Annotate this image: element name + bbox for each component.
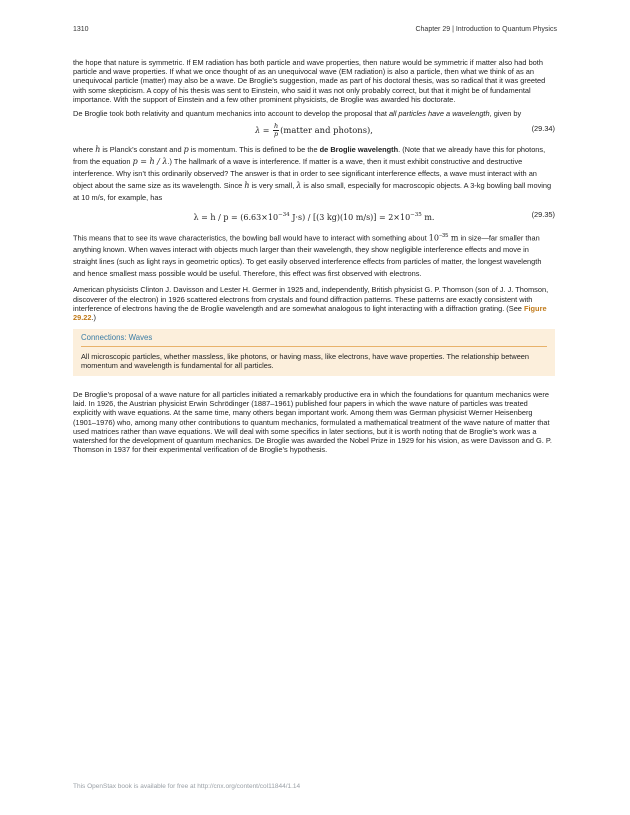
equation-29-35: $\lambda = h / p = (6.63\times 10^{-34}$ J·s) / [(3 kg)(10 $m/s)] = 2\times 10^{-35}$ m. (29.35) bbox=[193, 210, 555, 223]
equation-number: (29.35) bbox=[531, 210, 555, 220]
term-de-broglie-wavelength: de Broglie wavelength bbox=[319, 145, 399, 155]
equation-29-34: λ = $\frac{h}{p}$ (matter and photons), (29.34) bbox=[255, 122, 555, 139]
emphasis-text: all particles have a wavelength bbox=[388, 109, 490, 119]
paragraph-symmetry: the hope that nature is symmetric. If EM radiation has both particle and wave properties, then nature would be symmetric if matter also had both particle and wave properties. If what we once thought of as an unequivocal wave (EM radiation) is also a particle, then what we think of as an unequivocal particle (matter) may also be a wave. De Broglie’s suggestion, made as part of his doctoral thesis, was so radical that it was greeted with some skepticism. A copy of his thesis was sent to Einstein, who said it was not only probably correct, but that it might be of fundamental importance. With the support of Einstein and a few other prominent physicists, de Broglie was awarded his doctorate. bbox=[73, 58, 546, 104]
paragraph-de-broglie-proposal: De Broglie took both relativity and quantum mechanics into account to develop the proposal that all particles have a wavelength, given by bbox=[73, 109, 522, 119]
main-content bbox=[73, 58, 555, 459]
paragraph-bowling-ball: This means that to see its wave characteristics, the bowling ball would have to interact with something about $10^{-35}$ m in size—far smaller than anything known. When waves interact with objects much larger than their wavelength, they show negligible interference effects and move in straight lines (such as light rays in geometric optics). To get easily observed interference effects from particles of matter, the longest wavelength and hence smallest mass possible would be useful. Therefore, this effect was first observed with electrons. bbox=[73, 233, 542, 279]
paragraph-quantum-era: De Broglie’s proposal of a wave nature for all particles initiated a remarkably productive era in which the foundations for quantum mechanics were laid. In 1926, the Austrian physicist Erwin Schrödinger (1887–1961) published four papers in which the wave nature of particles was treated explicitly with wave equations. At the same time, many others began important work. Among them was German physicist Werner Heisenberg (1901–1976) who, among many other contributions to quantum mechanics, formulated a mathematical treatment of the wave nature of matter that used matrices rather than wave equations. We will deal with some specifics in later sections, but it is worth noting that de Broglie’s work was a watershed for the development of quantum mechanics. De Broglie was awarded the Nobel Prize in 1929 for his vision, as were Davisson and G. P. Thomson in 1937 for their experimental verification of de Broglie’s hypothesis. bbox=[73, 389, 552, 455]
paragraph-definition: where h is Planck’s constant and p is momentum. This is defined to be the de Broglie wavelength. (Note that we already have this for photons, from the equation p = h / λ.) The hallmark of a wave is interference. If matter is a wave, then it must exhibit constructive and destructive interference. Why isn’t this ordinarily observed? The answer is that in order to see significant interference effects, a wave must interact with an object about the same size as its wavelength. Since h is very small, λ is also small, especially for macroscopic objects. A 3-kg bowling ball moving at 10 m/s, for example, has bbox=[73, 145, 552, 203]
page-footer: This OpenStax book is available for free at http://cnx.org/content/col11844/1.14 bbox=[73, 783, 301, 790]
equation-number: (29.34) bbox=[531, 124, 555, 134]
chapter-title: Chapter 29 | Introduction to Quantum Physics bbox=[415, 26, 557, 33]
connections-title: Connections: Waves bbox=[81, 333, 547, 346]
connections-body: All microscopic particles, whether massless, like photons, or having mass, like electrons, have wave properties. The relationship between momentum and wavelength is fundamental for all particles. bbox=[81, 351, 530, 370]
connections-box bbox=[73, 329, 555, 376]
page-number: 1310 bbox=[73, 26, 89, 33]
paragraph-davisson-germer: American physicists Clinton J. Davisson and Lester H. Germer in 1925 and, independently, British physicist G. P. Thomson (son of J. J. Thomson, discoverer of the electron) in 1926 scattered electrons from crystals and found diffraction patterns. These patterns are exactly consistent with interference of electrons having the de Broglie wavelength and are somewhat analogous to light interacting with a diffraction grating. (See Figure 29.22.) bbox=[73, 285, 549, 323]
fraction-h-over-p: $\frac{h}{p}$ bbox=[273, 122, 279, 139]
figure-link[interactable]: Figure 29.22 bbox=[73, 303, 547, 323]
